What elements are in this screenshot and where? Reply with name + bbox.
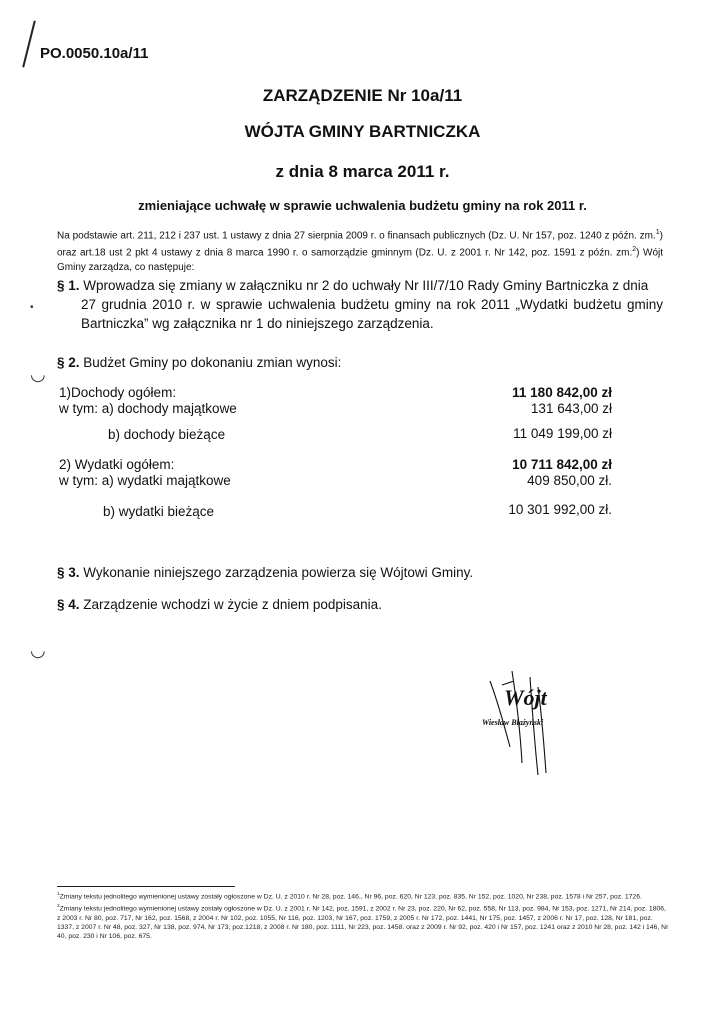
legal-basis-part1: Na podstawie art. 211, 212 i 237 ust. 1 ustawy z dnia 27 sierpnia 2009 r. o finansach publicznych (Dz. U. Nr 157, poz. 1240 z późn. zm. [57, 230, 656, 242]
income-property-value: 131 643,00 zł [530, 401, 612, 416]
section-4 [57, 595, 382, 614]
ordinance-title: ZARZĄDZENIE Nr 10a/11 [262, 86, 463, 105]
footnote-2: $^2$Zmiany tekstu jednolitego wymienionej ustawy zostały ogłoszone w Dz. U. z 2001 r. Nr 142, poz. 1591, z 2002 r. Nr 23, poz. 220, Nr 62, poz. 558, Nr 113, poz. 984, Nr 153, poz. 1271, Nr 214, poz. 1806, z 2003 r. Nr 80, poz. 717, Nr 162, poz. 1568, z 2004 r. Nr 102, poz. 1055, Nr 116, poz. 1203, Nr 167, poz. 1759, z 2005 r. Nr 172, poz. 1441, Nr 175, poz. 1457, z 2006 r. Nr 17, poz. 128, Nr 181, poz. 1337, z 2007 r. Nr 48, poz. 327, Nr 138, poz. 974, Nr 173, poz.1218, z 2008 r. Nr 180, poz. 1111, Nr 223, poz. 1458. oraz z 2009 r. Nr 92, poz. 420 i Nr 157, poz. 1241 oraz z 2010 Nr 28, poz. 142 i 146, Nr 40, poz. 230 i Nr 106, poz. 675. [57, 904, 669, 940]
section-1-label: § 1. [57, 278, 80, 293]
handwritten-slash-mark [22, 20, 36, 67]
document-reference: PO.0050.10a/11 [40, 45, 149, 62]
section-1 [57, 276, 663, 333]
expense-current-label: b) wydatki bieżące [103, 504, 215, 519]
expense-total-label: 2) Wydatki ogółem: [59, 457, 175, 472]
ordinance-subject: zmieniające uchwałę w sprawie uchwalenia budżetu gminy na rok 2011 r. [138, 198, 587, 213]
section-1-text-first: Wprowadza się zmiany w załączniku nr 2 do uchwały Nr III/7/10 Rady Gminy Bartniczka z dnia [83, 278, 649, 293]
margin-dot: • [30, 302, 34, 313]
legal-basis-part2: ) oraz art.18 ust 2 pkt 4 ustawy z dnia 8 marca 1990 r. o samorządzie gminnym (Dz. U. z 2001 r. Nr 142, poz. 1591 z późn. zm. [57, 230, 663, 259]
stamp-name: Wiesław Błażyński [482, 718, 544, 727]
ordinance-date: z dnia 8 marca 2011 r. [275, 162, 450, 181]
income-property-label: w tym: a) dochody majątkowe [59, 401, 237, 416]
margin-tick-lower: ◡ [30, 640, 46, 660]
section-3-text: Wykonanie niniejszego zarządzenia powierza się Wójtowi Gminy. [83, 565, 474, 580]
section-2-text: Budżet Gminy po dokonaniu zmian wynosi: [83, 355, 342, 370]
margin-tick: ◡ [30, 364, 46, 384]
legal-basis [57, 226, 663, 275]
signature-stamp [482, 667, 572, 777]
footnote-ref-1: 1 [655, 229, 660, 236]
stamp-title: Wójt [504, 685, 547, 710]
section-1-text-rest: 27 grudnia 2010 r. w sprawie uchwalenia budżetu gminy na rok 2011 „Wydatki budżetu gminy Bartniczka” wg załącznika nr 1 do niniejszego zarządzenia. [81, 297, 663, 331]
footnotes [57, 890, 669, 942]
section-2-label: § 2. [57, 355, 80, 370]
footnote-2-text: Zmiany tekstu jednolitego wymienionej ustawy zostały ogłoszone w Dz. U. z 2001 r. Nr 142, poz. 1591, z 2002 r. Nr 23, poz. 220, Nr 62, poz. 558, Nr 113, poz. 984, Nr 153, poz. 1271, Nr 214, poz. 1806, z 2003 r. Nr 80, poz. 717, Nr 162, poz. 1568, z 2004 r. Nr 102, poz. 1055, Nr 116, poz. 1203, Nr 167, poz. 1759, z 2005 r. Nr 172, poz. 1441, Nr 175, poz. 1457, z 2006 r. Nr 17, poz. 128, Nr 181, poz. 1337, z 2007 r. Nr 48, poz. 327, Nr 138, poz. 974, Nr 173, poz.1218, z 2008 r. Nr 180, poz. 1111, Nr 223, poz. 1458. oraz z 2009 r. Nr 92, poz. 420 i Nr 157, poz. 1241 oraz z 2010 Nr 28, poz. 142 i 146, Nr 40, poz. 230 i Nr 106, poz. 675. [57, 905, 669, 940]
section-3-label: § 3. [57, 565, 80, 580]
expense-property-value: 409 850,00 zł. [527, 473, 612, 488]
section-2 [57, 353, 341, 372]
income-current-label: b) dochody bieżące [108, 427, 226, 442]
expense-total-value: 10 711 842,00 zł [512, 457, 612, 472]
footnote-1: $^1$Zmiany tekstu jednolitego wymienionej ustawy zostały ogłoszone w Dz. U. z 2010 r. Nr 28, poz. 146., Nr 96, poz. 620, Nr 123, poz. 835, Nr 152, poz. 1020, Nr 238, poz. 1578 i Nr 257, poz. 1726. [57, 892, 642, 901]
income-total-value: 11 180 842,00 zł [512, 385, 612, 400]
issuer-title: WÓJTA GMINY BARTNICZKA [244, 122, 481, 141]
section-3 [57, 563, 473, 582]
expense-property-label: w tym: a) wydatki majątkowe [59, 473, 231, 488]
footnote-ref-2: 2 [632, 246, 637, 254]
footnote-divider [57, 886, 235, 887]
footnote-1-text: Zmiany tekstu jednolitego wymienionej ustawy zostały ogłoszone w Dz. U. z 2010 r. Nr 28, poz. 146., Nr 96, poz. 620, Nr 123, poz. 835, Nr 152, poz. 1020, Nr 238, poz. 1578 i Nr 257, poz. 1726. [59, 893, 642, 901]
section-4-text: Zarządzenie wchodzi w życie z dniem podpisania. [83, 597, 382, 612]
expense-current-value: 10 301 992,00 zł. [508, 502, 612, 517]
income-current-value: 11 049 199,00 zł [513, 426, 612, 441]
income-total-label: 1)Dochody ogółem: [59, 385, 177, 400]
section-4-label: § 4. [57, 597, 80, 612]
legal-basis-part3: ) Wójt Gminy zarządza, co następuje: [57, 247, 664, 273]
